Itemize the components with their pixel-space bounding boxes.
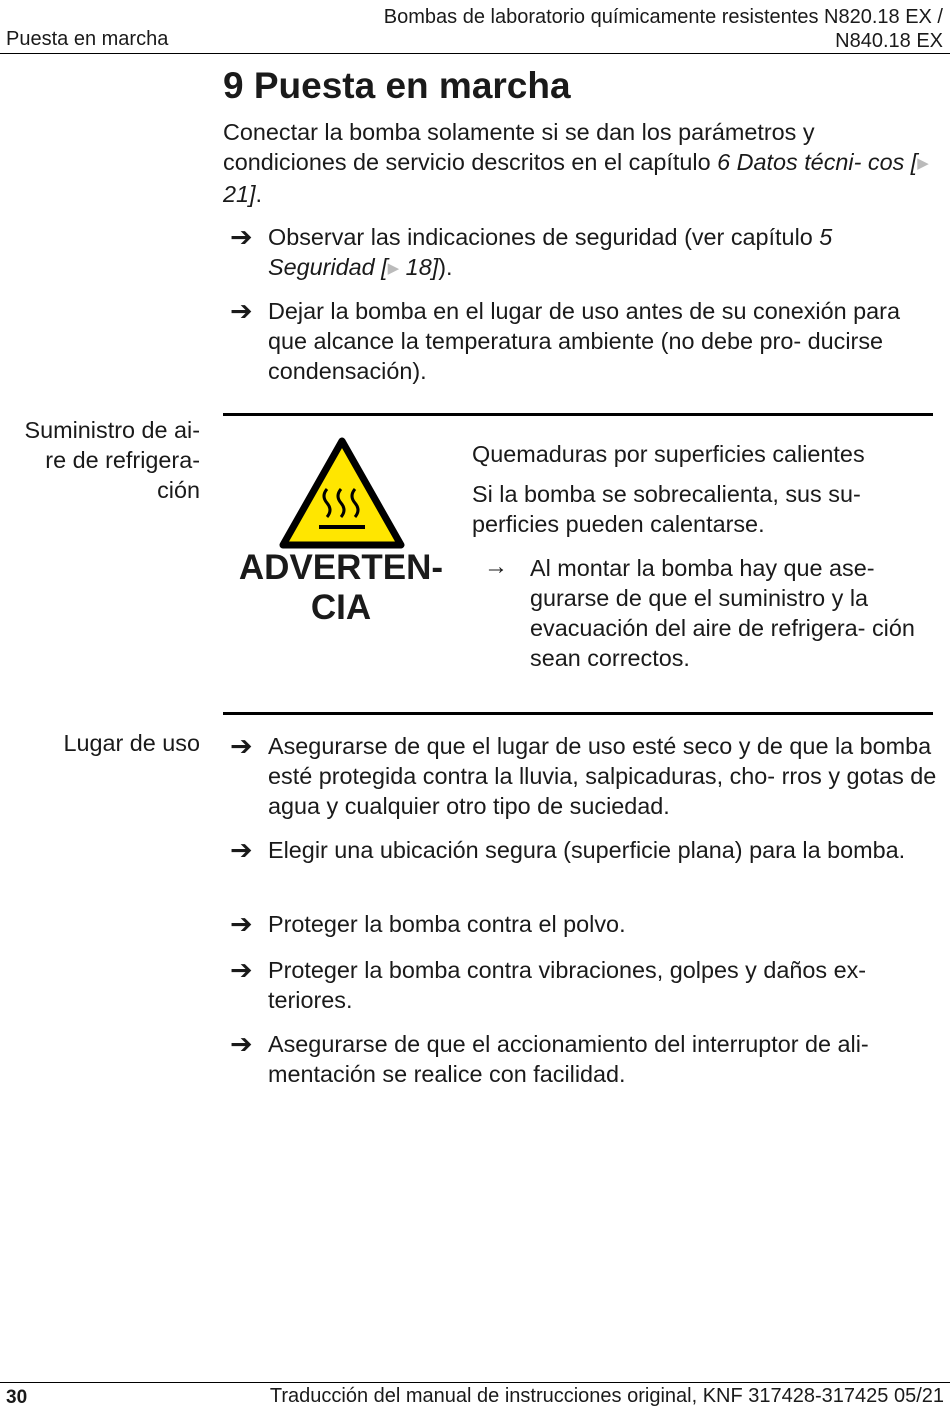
header-product-line-2: N840.18 EX (835, 30, 943, 52)
section-divider (223, 712, 933, 715)
arrow-icon: ➔ (230, 731, 253, 761)
hazard-title: Quemaduras por superficies calientes (472, 441, 865, 467)
reference-arrow-icon: ▶ (387, 260, 400, 277)
hazard-action: Al montar la bomba hay que ase- gurarse de que el suministro y la evacuación del aire de refrigera- ción sean correctos. (530, 555, 915, 671)
arrow-icon: ➔ (230, 909, 253, 939)
step-safe-placement: Elegir una ubicación segura (superficie plana) para la bomba. (268, 837, 906, 863)
step-dust-protection: Proteger la bomba contra el polvo. (268, 911, 626, 937)
side-label-location: Lugar de uso (63, 730, 200, 756)
page-number: 30 (6, 1387, 28, 1408)
hazard-description: Si la bomba se sobrecalienta, sus su- perficies pueden calentarse. (472, 481, 861, 537)
header-product-title (384, 5, 943, 53)
intro-cross-reference[interactable]: 6 Datos técni- cos [▶ 21] (223, 149, 929, 207)
arrow-icon: ➔ (230, 955, 253, 985)
page-title: 9 Puesta en marcha (223, 65, 571, 106)
hot-surface-warning-icon (279, 437, 405, 549)
header-divider (0, 53, 950, 54)
side-label-cooling-air: Suministro de ai- re de refrigera- ción (24, 417, 200, 503)
step-acclimatize-pump: Dejar la bomba en el lugar de uso antes de su conexión para que alcance la temperatura ambiente (no debe pro- ducirse condensación). (268, 298, 900, 384)
small-arrow-icon: → (484, 553, 508, 580)
step-observe-safety: Observar las indicaciones de seguridad (ver capítulo 5 Seguridad [▶ 18]). (268, 224, 833, 280)
intro-paragraph: Conectar la bomba solamente si se dan los parámetros y condiciones de servicio descritos en el capítulo 6 Datos técni- cos [▶ 21]. (223, 119, 929, 207)
arrow-icon: ➔ (230, 1029, 253, 1059)
footer-divider (0, 1382, 950, 1383)
reference-arrow-icon: ▶ (917, 155, 929, 172)
step-location-dry: Asegurarse de que el lugar de uso esté seco y de que la bomba esté protegida contra la lluvia, salpicaduras, cho- rros y gotas de agua y cualquier otro tipo de suciedad. (268, 733, 937, 819)
arrow-icon: ➔ (230, 222, 253, 252)
section-divider (223, 413, 933, 416)
arrow-icon: ➔ (230, 296, 253, 326)
intro-text: Conectar la bomba solamente si se dan los parámetros y condiciones de servicio descritos en el capítulo (223, 119, 815, 175)
step-vibration-protection: Proteger la bomba contra vibraciones, golpes y daños ex- teriores. (268, 957, 867, 1013)
safety-cross-reference[interactable]: 5 Seguridad [▶ 18] (268, 224, 833, 280)
step-power-switch-access: Asegurarse de que el accionamiento del interruptor de ali- mentación se realice con facilidad. (268, 1031, 869, 1087)
arrow-icon: ➔ (230, 835, 253, 865)
footer-text: Traducción del manual de instrucciones original, KNF 317428-317425 05/21 (269, 1385, 944, 1407)
warning-signal-word: ADVERTEN- CIA (238, 548, 444, 627)
header-section-name: Puesta en marcha (6, 28, 169, 50)
header-product-line-1: Bombas de laboratorio químicamente resistentes N820.18 EX / (383, 6, 943, 28)
